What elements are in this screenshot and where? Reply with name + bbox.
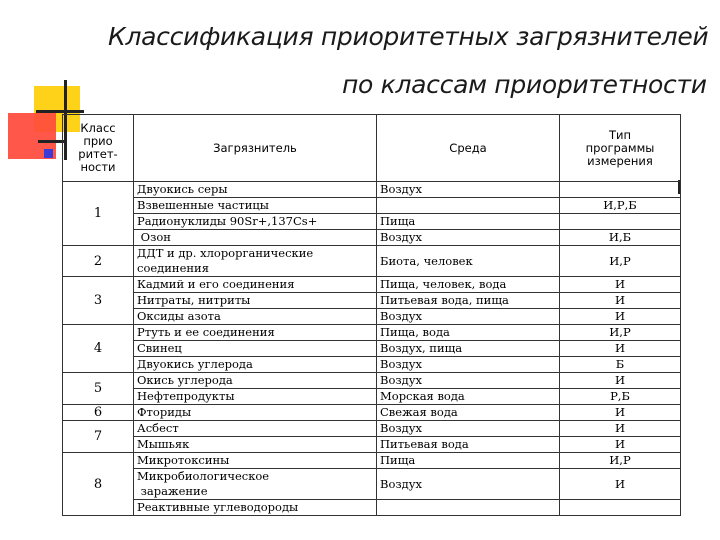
medium-cell: Воздух (377, 309, 560, 325)
medium-cell: Воздух (377, 182, 560, 198)
pollutant-cell: Двуокись серы (134, 182, 377, 198)
pollutant-cell: Свинец (134, 341, 377, 357)
medium-cell: Питьевая вода (377, 437, 560, 453)
decor-horizontal-line (36, 110, 84, 113)
program-cell: И,Р (560, 453, 681, 469)
class-cell: 6 (63, 405, 134, 421)
pollutant-cell: Фториды (134, 405, 377, 421)
class-cell: 2 (63, 246, 134, 277)
pollutant-cell: Мышьяк (134, 437, 377, 453)
pollutant-cell: Взвешенные частицы (134, 198, 377, 214)
medium-cell (377, 500, 560, 516)
pollutant-cell: Окись углерода (134, 373, 377, 389)
pollutant-cell: Двуокись углерода (134, 357, 377, 373)
program-cell (560, 214, 681, 230)
program-cell: И,Р,Б (560, 198, 681, 214)
table-row (63, 198, 681, 214)
table-row (63, 405, 681, 421)
header-pollutant: Загрязнитель (134, 115, 377, 182)
pollutant-cell: ДДТ и др. хлорорганические соединения (134, 246, 377, 277)
pollutant-cell: Радионуклиды 90Sr+,137Cs+ (134, 214, 377, 230)
pollutant-cell: Ртуть и ее соединения (134, 325, 377, 341)
title-line-2: по классам приоритетности (342, 70, 707, 99)
table-row (63, 309, 681, 325)
header-class: Класс прио ритет- ности (63, 115, 134, 182)
medium-cell: Пища (377, 453, 560, 469)
header-medium: Среда (377, 115, 560, 182)
table-row (63, 277, 681, 293)
class-cell: 3 (63, 277, 134, 325)
class-cell: 1 (63, 182, 134, 246)
medium-cell: Воздух (377, 373, 560, 389)
program-cell: И,Р (560, 325, 681, 341)
program-cell: И (560, 293, 681, 309)
program-cell: И (560, 373, 681, 389)
table-row (63, 421, 681, 437)
pollutant-cell: Микротоксины (134, 453, 377, 469)
table-row (63, 182, 681, 198)
table-row (63, 469, 681, 500)
class-cell: 7 (63, 421, 134, 453)
program-cell: И (560, 405, 681, 421)
medium-cell: Биота, человек (377, 246, 560, 277)
table-row (63, 230, 681, 246)
medium-cell: Воздух (377, 469, 560, 500)
medium-cell: Воздух (377, 230, 560, 246)
decor-horizontal-line-short (38, 140, 64, 143)
medium-cell: Пища, человек, вода (377, 277, 560, 293)
table-row (63, 214, 681, 230)
table-header-row (63, 115, 681, 182)
table-row (63, 357, 681, 373)
medium-cell: Пища, вода (377, 325, 560, 341)
pollutant-cell: Асбест (134, 421, 377, 437)
class-cell: 4 (63, 325, 134, 373)
program-cell: И,Б (560, 230, 681, 246)
table-row (63, 246, 681, 277)
program-cell: Р,Б (560, 389, 681, 405)
table-row (63, 325, 681, 341)
class-cell: 8 (63, 453, 134, 516)
medium-cell: Морская вода (377, 389, 560, 405)
medium-cell: Воздух (377, 357, 560, 373)
medium-cell: Питьевая вода, пища (377, 293, 560, 309)
title-line-1: Классификация приоритетных загрязнителей (108, 22, 709, 51)
table-row (63, 293, 681, 309)
program-cell: И (560, 421, 681, 437)
table-row (63, 341, 681, 357)
class-cell: 5 (63, 373, 134, 405)
program-cell (560, 500, 681, 516)
pollutant-cell: Кадмий и его соединения (134, 277, 377, 293)
medium-cell: Воздух, пища (377, 341, 560, 357)
program-cell (560, 182, 681, 198)
pollutant-cell: Озон (134, 230, 377, 246)
program-cell: Б (560, 357, 681, 373)
program-cell: И (560, 437, 681, 453)
medium-cell: Свежая вода (377, 405, 560, 421)
pollutant-cell: Оксиды азота (134, 309, 377, 325)
program-cell: И (560, 341, 681, 357)
table-row (63, 437, 681, 453)
pollutant-cell: Микробиологическое заражение (134, 469, 377, 500)
program-cell: И (560, 277, 681, 293)
pollutant-cell: Нефтепродукты (134, 389, 377, 405)
table-row (63, 373, 681, 389)
table-row (63, 389, 681, 405)
decor-blue-square (44, 149, 53, 158)
program-cell: И,Р (560, 246, 681, 277)
table-row (63, 500, 681, 516)
pollutant-cell: Реактивные углеводороды (134, 500, 377, 516)
table-row (63, 453, 681, 469)
medium-cell: Пища (377, 214, 560, 230)
header-program: Тип программы измерения (560, 115, 681, 182)
program-cell: И (560, 469, 681, 500)
priority-pollutants-table (62, 114, 681, 516)
pollutant-cell: Нитраты, нитриты (134, 293, 377, 309)
medium-cell (377, 198, 560, 214)
table-body (63, 182, 681, 516)
program-cell: И (560, 309, 681, 325)
medium-cell: Воздух (377, 421, 560, 437)
